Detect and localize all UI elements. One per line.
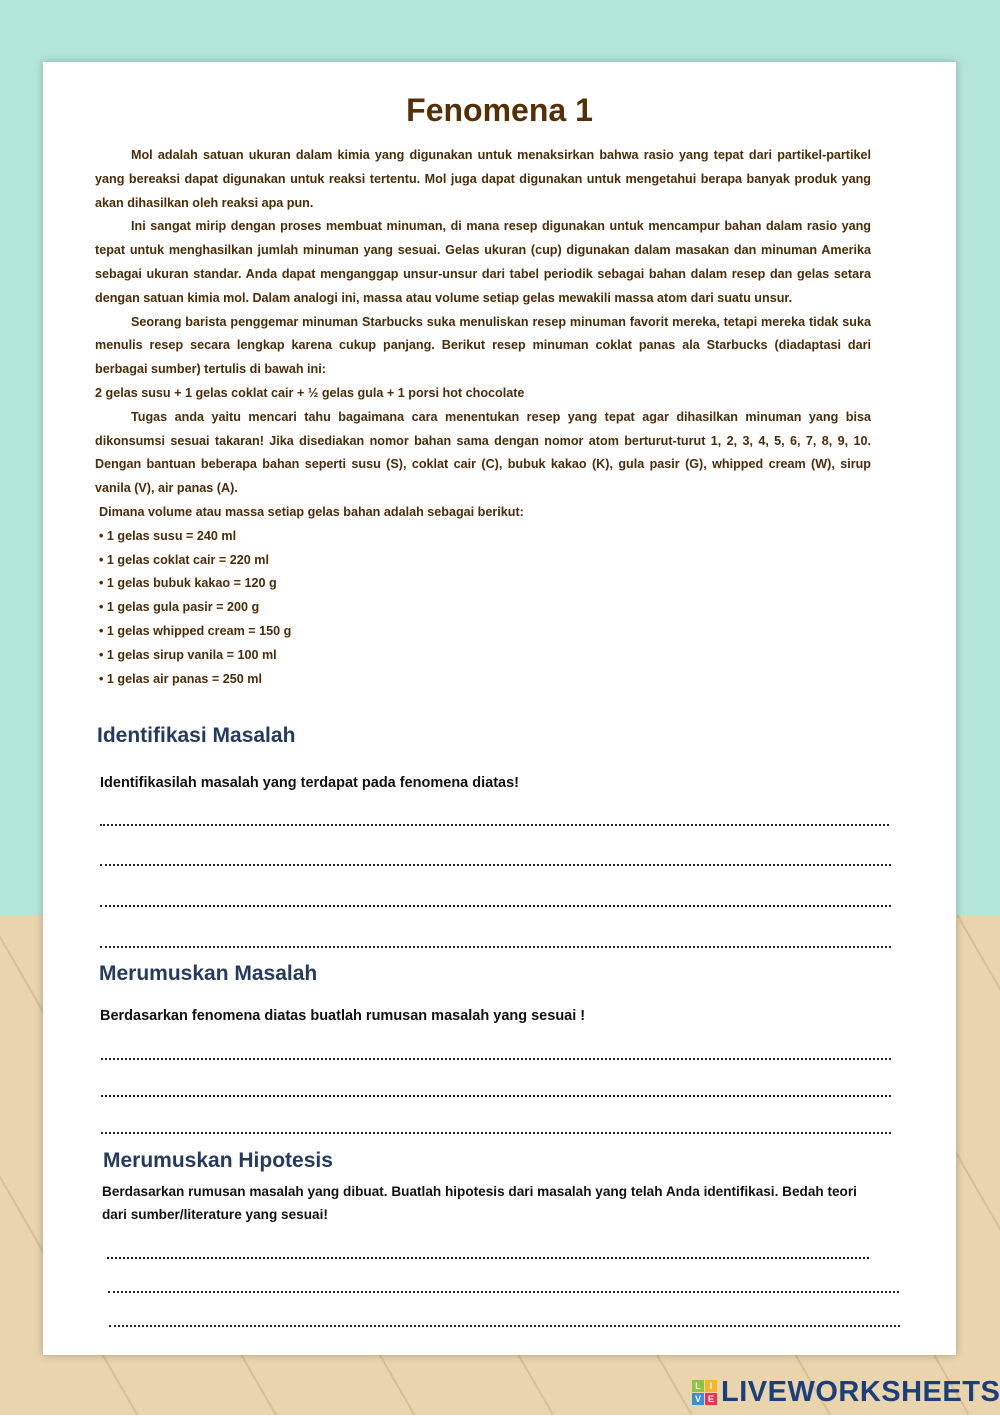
section-heading: Identifikasi Masalah (97, 724, 296, 747)
worksheet (43, 62, 956, 1355)
question: Berdasarkan fenomena diatas buatlah rumusan masalah yang sesuai ! (100, 1008, 586, 1024)
phenomenon-text (95, 144, 871, 691)
list-item: • 1 gelas susu = 240 ml (99, 528, 237, 543)
recipe: 2 gelas susu + 1 gelas coklat cair + ½ gelas gula + 1 porsi hot chocolate (95, 385, 525, 400)
paragraph: Seorang barista penggemar minuman Starbucks suka menuliskan resep minuman favorit mereka, tetapi mereka tidak suka menulis resep secara lengkap karena cukup panjang. Berikut resep minuman coklat panas ala Starbucks (diadaptasi dari berbagai sumber) tertulis di bawah ini: (95, 314, 871, 377)
answer-line[interactable] (101, 1046, 891, 1060)
answer-line[interactable] (107, 1245, 869, 1259)
ingredient-list (95, 525, 871, 692)
answer-line[interactable] (101, 1083, 891, 1097)
question: Berdasarkan rumusan masalah yang dibuat. Buatlah hipotesis dari masalah yang telah Anda identifikasi. Bedah teori dari sumber/literature yang sesuai! (102, 1184, 857, 1222)
answer-line[interactable] (109, 1313, 900, 1327)
paragraph: Tugas anda yaitu mencari tahu bagaimana cara menentukan resep yang tepat agar dihasilkan minuman yang bisa dikonsumsi sesuai takaran! Jika disediakan nomor bahan sama dengan nomor atom berturut-turut 1, 2, 3, 4, 5, 6, 7, 8, 9, 10. Dengan bantuan beberapa bahan seperti susu (S), coklat cair (C), bubuk kakao (K), gula pasir (G), whipped cream (W), sirup vanila (V), air panas (A). (95, 409, 871, 496)
list-item: • 1 gelas bubuk kakao = 120 g (99, 576, 277, 591)
paragraph: Ini sangat mirip dengan proses membuat minuman, di mana resep digunakan untuk mencampur bahan dalam rasio yang tepat untuk menghasilkan jumlah minuman yang sesuai. Gelas ukuran (cup) digunakan dalam masakan dan minuman Amerika sebagai ukuran standar. Anda dapat menganggap unsur-unsur dari tabel periodik sebagai bahan dalam resep dan gelas setara dengan satuan kimia mol. Dalam analogi ini, massa atau volume setiap gelas mewakili massa atom dari suatu unsur. (95, 219, 871, 305)
page-title: Fenomena 1 (406, 92, 593, 128)
live-logo-icon (692, 1380, 717, 1405)
answer-line[interactable] (100, 812, 889, 826)
question: Identifikasilah masalah yang terdapat pada fenomena diatas! (100, 775, 520, 791)
answer-line[interactable] (100, 934, 891, 948)
list-item: • 1 gelas coklat cair = 220 ml (99, 552, 269, 567)
answer-line[interactable] (108, 1279, 899, 1293)
paragraph: Mol adalah satuan ukuran dalam kimia yang digunakan untuk menaksirkan bahwa rasio yang tepat dari partikel-partikel yang bereaksi dapat digunakan untuk reaksi tertentu. Mol juga dapat digunakan untuk mengetahui berapa banyak produk yang akan dihasilkan oleh reaksi apa pun. (95, 148, 871, 210)
list-item: • 1 gelas air panas = 250 ml (99, 671, 262, 686)
logo-letter: L (692, 1380, 704, 1392)
list-intro: Dimana volume atau massa setiap gelas bahan adalah sebagai berikut: (99, 504, 524, 519)
section-heading: Merumuskan Masalah (99, 962, 318, 985)
liveworksheets-logo (692, 1376, 1000, 1409)
answer-line[interactable] (101, 1120, 891, 1134)
list-item: • 1 gelas whipped cream = 150 g (99, 623, 292, 638)
brand-name: LIVEWORKSHEETS (721, 1376, 1000, 1408)
logo-letter: V (692, 1393, 704, 1405)
section-heading: Merumuskan Hipotesis (103, 1149, 333, 1172)
answer-line[interactable] (100, 893, 891, 907)
logo-letter: E (705, 1393, 717, 1405)
answer-line[interactable] (100, 852, 891, 866)
list-item: • 1 gelas gula pasir = 200 g (99, 600, 260, 615)
logo-letter: I (705, 1380, 717, 1392)
list-item: • 1 gelas sirup vanila = 100 ml (99, 647, 277, 662)
